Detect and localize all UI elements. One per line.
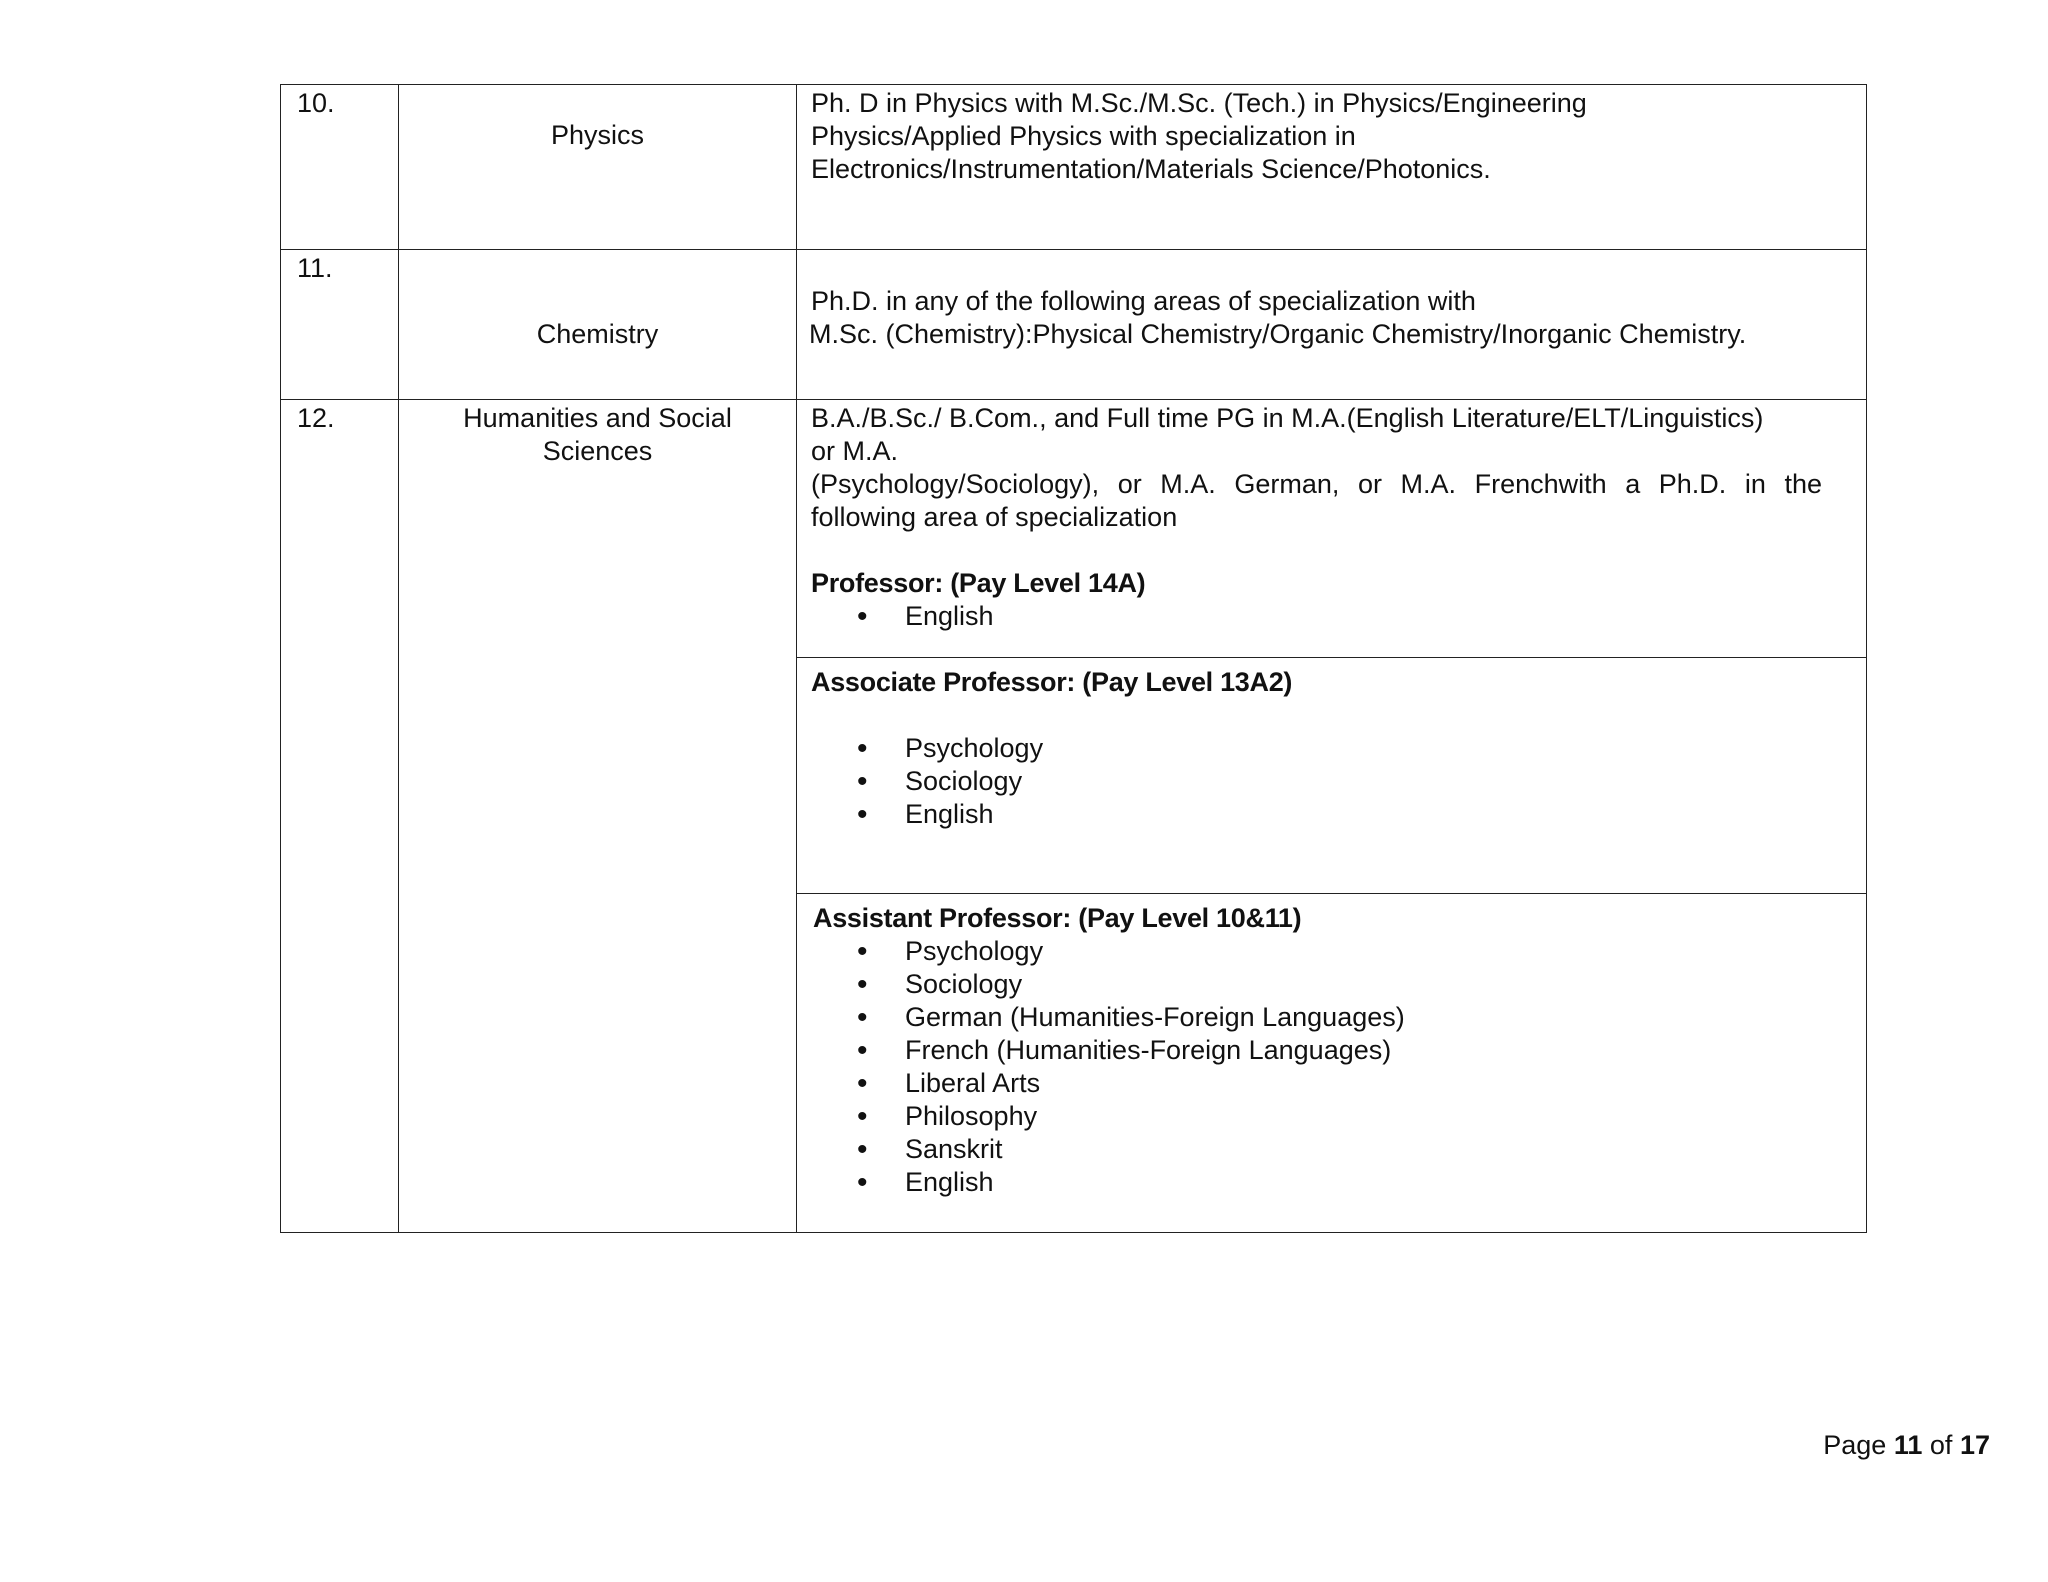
qualification-line: Physics/Applied Physics with specialization in [811, 121, 1356, 151]
qualification-cell [797, 658, 1867, 894]
list-item: • Liberal Arts [905, 1067, 1822, 1100]
serial-number: 12. [297, 403, 335, 433]
qualification-line: or M.A. [811, 436, 899, 466]
list-item: • Psychology [905, 935, 1822, 968]
qualification-cell [797, 250, 1867, 400]
serial-number-cell [281, 400, 399, 1233]
table-row-physics [281, 85, 1867, 250]
list-item: • French (Humanities-Foreign Languages) [905, 1034, 1822, 1067]
qualification-cell [797, 894, 1867, 1233]
list-item: • German (Humanities-Foreign Languages) [905, 1001, 1822, 1034]
list-item: • Sociology [905, 765, 1822, 798]
of-label: of [1929, 1430, 1953, 1460]
professor-heading: Professor: (Pay Level 14A) [811, 568, 1146, 598]
page-current: 11 [1893, 1430, 1923, 1460]
assistant-professor-section [797, 894, 1866, 1199]
qualification-line: Electronics/Instrumentation/Materials Science/Photonics. [811, 154, 1491, 184]
serial-number: 11. [297, 253, 333, 283]
assistant-professor-heading: Assistant Professor: (Pay Level 10&11) [813, 903, 1302, 933]
spacer [811, 699, 1822, 732]
professor-list [811, 600, 1822, 633]
qualification-table [280, 84, 1867, 1233]
serial-number-cell [281, 250, 399, 400]
qualification-text [797, 400, 1866, 633]
serial-number: 10. [297, 88, 335, 118]
qualification-line: Ph.D. in any of the following areas of specialization with [811, 286, 1476, 316]
department-name: Chemistry [536, 319, 659, 349]
qualification-text [797, 250, 1866, 351]
qualification-line: Ph. D in Physics with M.Sc./M.Sc. (Tech.) in Physics/Engineering [811, 88, 1587, 118]
qualification-line: (Psychology/Sociology), or M.A. German, or M.A. Frenchwith a Ph.D. in the following area of specialization [811, 469, 1822, 532]
table-row-chemistry [281, 250, 1867, 400]
list-item: • Sanskrit [905, 1133, 1822, 1166]
qualification-cell [797, 85, 1867, 250]
associate-professor-list [811, 732, 1822, 831]
page-label: Page [1823, 1430, 1887, 1460]
department-name: Humanities and Social Sciences [463, 403, 732, 466]
list-item: • Psychology [905, 732, 1822, 765]
serial-number-cell [281, 85, 399, 250]
list-item: • English [905, 798, 1822, 831]
qualification-cell [797, 400, 1867, 658]
associate-professor-heading: Associate Professor: (Pay Level 13A2) [811, 667, 1293, 697]
list-item: • Sociology [905, 968, 1822, 1001]
associate-professor-section [797, 658, 1866, 831]
page-number [1823, 1430, 1990, 1461]
page-total: 17 [1959, 1430, 1990, 1460]
qualification-line: M.Sc. (Chemistry):Physical Chemistry/Organic Chemistry/Inorganic Chemistry. [809, 319, 1747, 349]
assistant-professor-list [811, 935, 1822, 1199]
list-item: • English [905, 1166, 1822, 1199]
spacer [811, 534, 1822, 567]
table-row-humanities [281, 400, 1867, 658]
department-cell [399, 400, 797, 1233]
qualification-text [797, 85, 1866, 186]
qualification-line: B.A./B.Sc./ B.Com., and Full time PG in M.A.(English Literature/ELT/Linguistics) [811, 403, 1764, 433]
department-cell [399, 250, 797, 400]
list-item: • Philosophy [905, 1100, 1822, 1133]
department-cell [399, 85, 797, 250]
department-name: Physics [550, 120, 645, 150]
list-item: • English [905, 600, 1822, 633]
